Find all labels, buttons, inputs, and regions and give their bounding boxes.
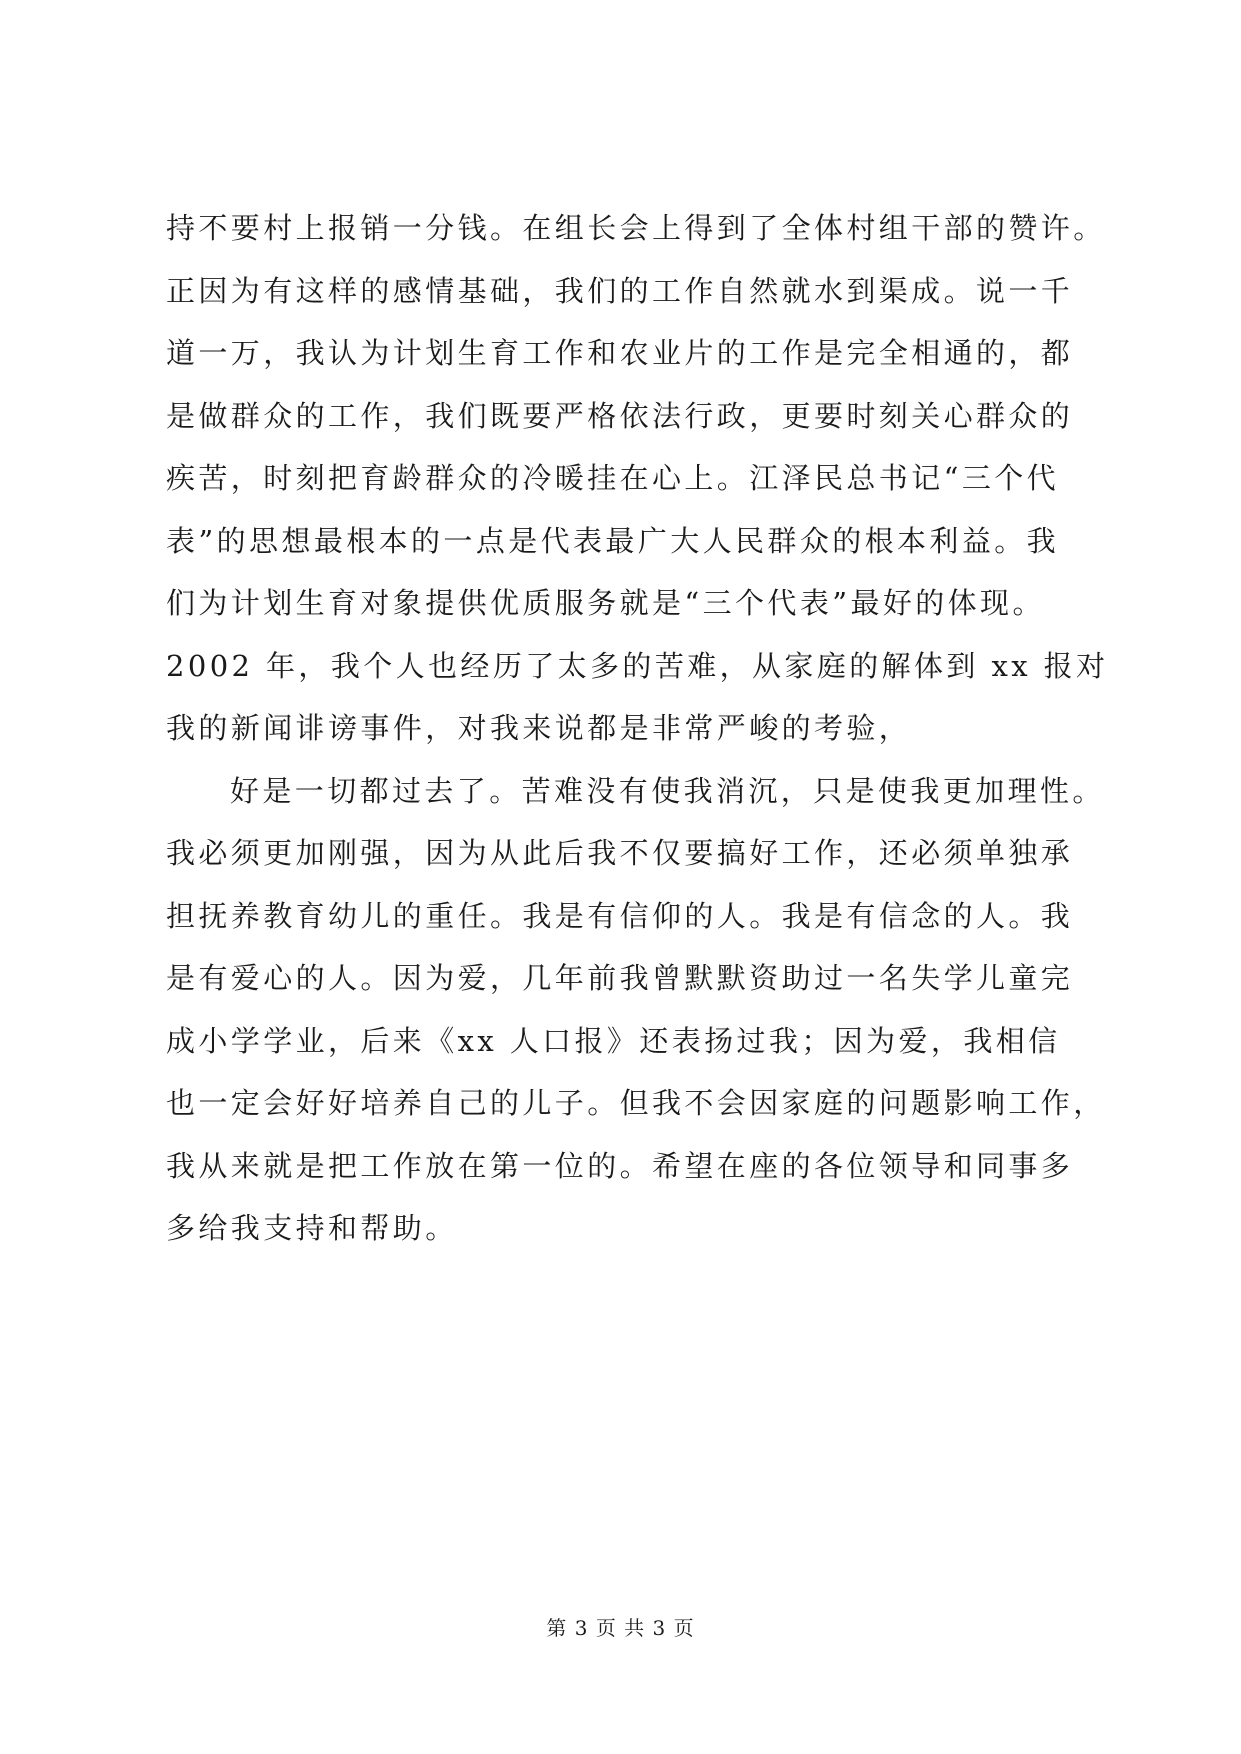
text-line: 们为计划生育对象提供优质服务就是“三个代表”最好的体现。: [166, 586, 1045, 620]
text-line: 持不要村上报销一分钱。在组长会上得到了全体村组干部的赞许。: [166, 211, 1106, 245]
text-line: 我必须更加刚强，因为从此后我不仅要搞好工作，还必须单独承: [166, 836, 1074, 870]
text-line: 正因为有这样的感情基础，我们的工作自然就水到渠成。说一千: [166, 273, 1074, 308]
text-line: 我的新闻诽谤事件，对我来说都是非常严峻的考验，: [166, 711, 912, 745]
text-line: 也一定会好好培养自己的儿子。但我不会因家庭的问题影响工作，: [166, 1086, 1106, 1120]
text-line: 是有爱心的人。因为爱，几年前我曾默默资助过一名失学儿童完: [166, 961, 1074, 995]
text-line: 是做群众的工作，我们既要严格依法行政，更要时刻关心群众的: [166, 398, 1074, 433]
page-number: 第 3 页 共 3 页: [546, 1616, 695, 1640]
text-line: 多给我支持和帮助。: [166, 1211, 458, 1245]
text-line: 成小学学业，后来《xx 人口报》还表扬过我；因为爱，我相信: [166, 1023, 1061, 1058]
text-line: 道一万，我认为计划生育工作和农业片的工作是完全相通的，都: [166, 336, 1074, 370]
page-footer: [0, 1612, 1241, 1641]
text-line: 担抚养教育幼儿的重任。我是有信仰的人。我是有信念的人。我: [166, 898, 1074, 933]
text-line: 2002 年，我个人也经历了太多的苦难，从家庭的解体到 xx 报对: [166, 648, 1109, 683]
body-text: [166, 200, 1109, 1263]
text-line: 我从来就是把工作放在第一位的。希望在座的各位领导和同事多: [166, 1148, 1074, 1183]
text-line: 疾苦，时刻把育龄群众的冷暖挂在心上。江泽民总书记“三个代: [166, 461, 1060, 495]
paragraph-start-line: 好是一切都过去了。苦难没有使我消沉，只是使我更加理性。: [230, 773, 1105, 808]
text-line: 表”的思想最根本的一点是代表最广大人民群众的根本利益。我: [166, 523, 1060, 558]
